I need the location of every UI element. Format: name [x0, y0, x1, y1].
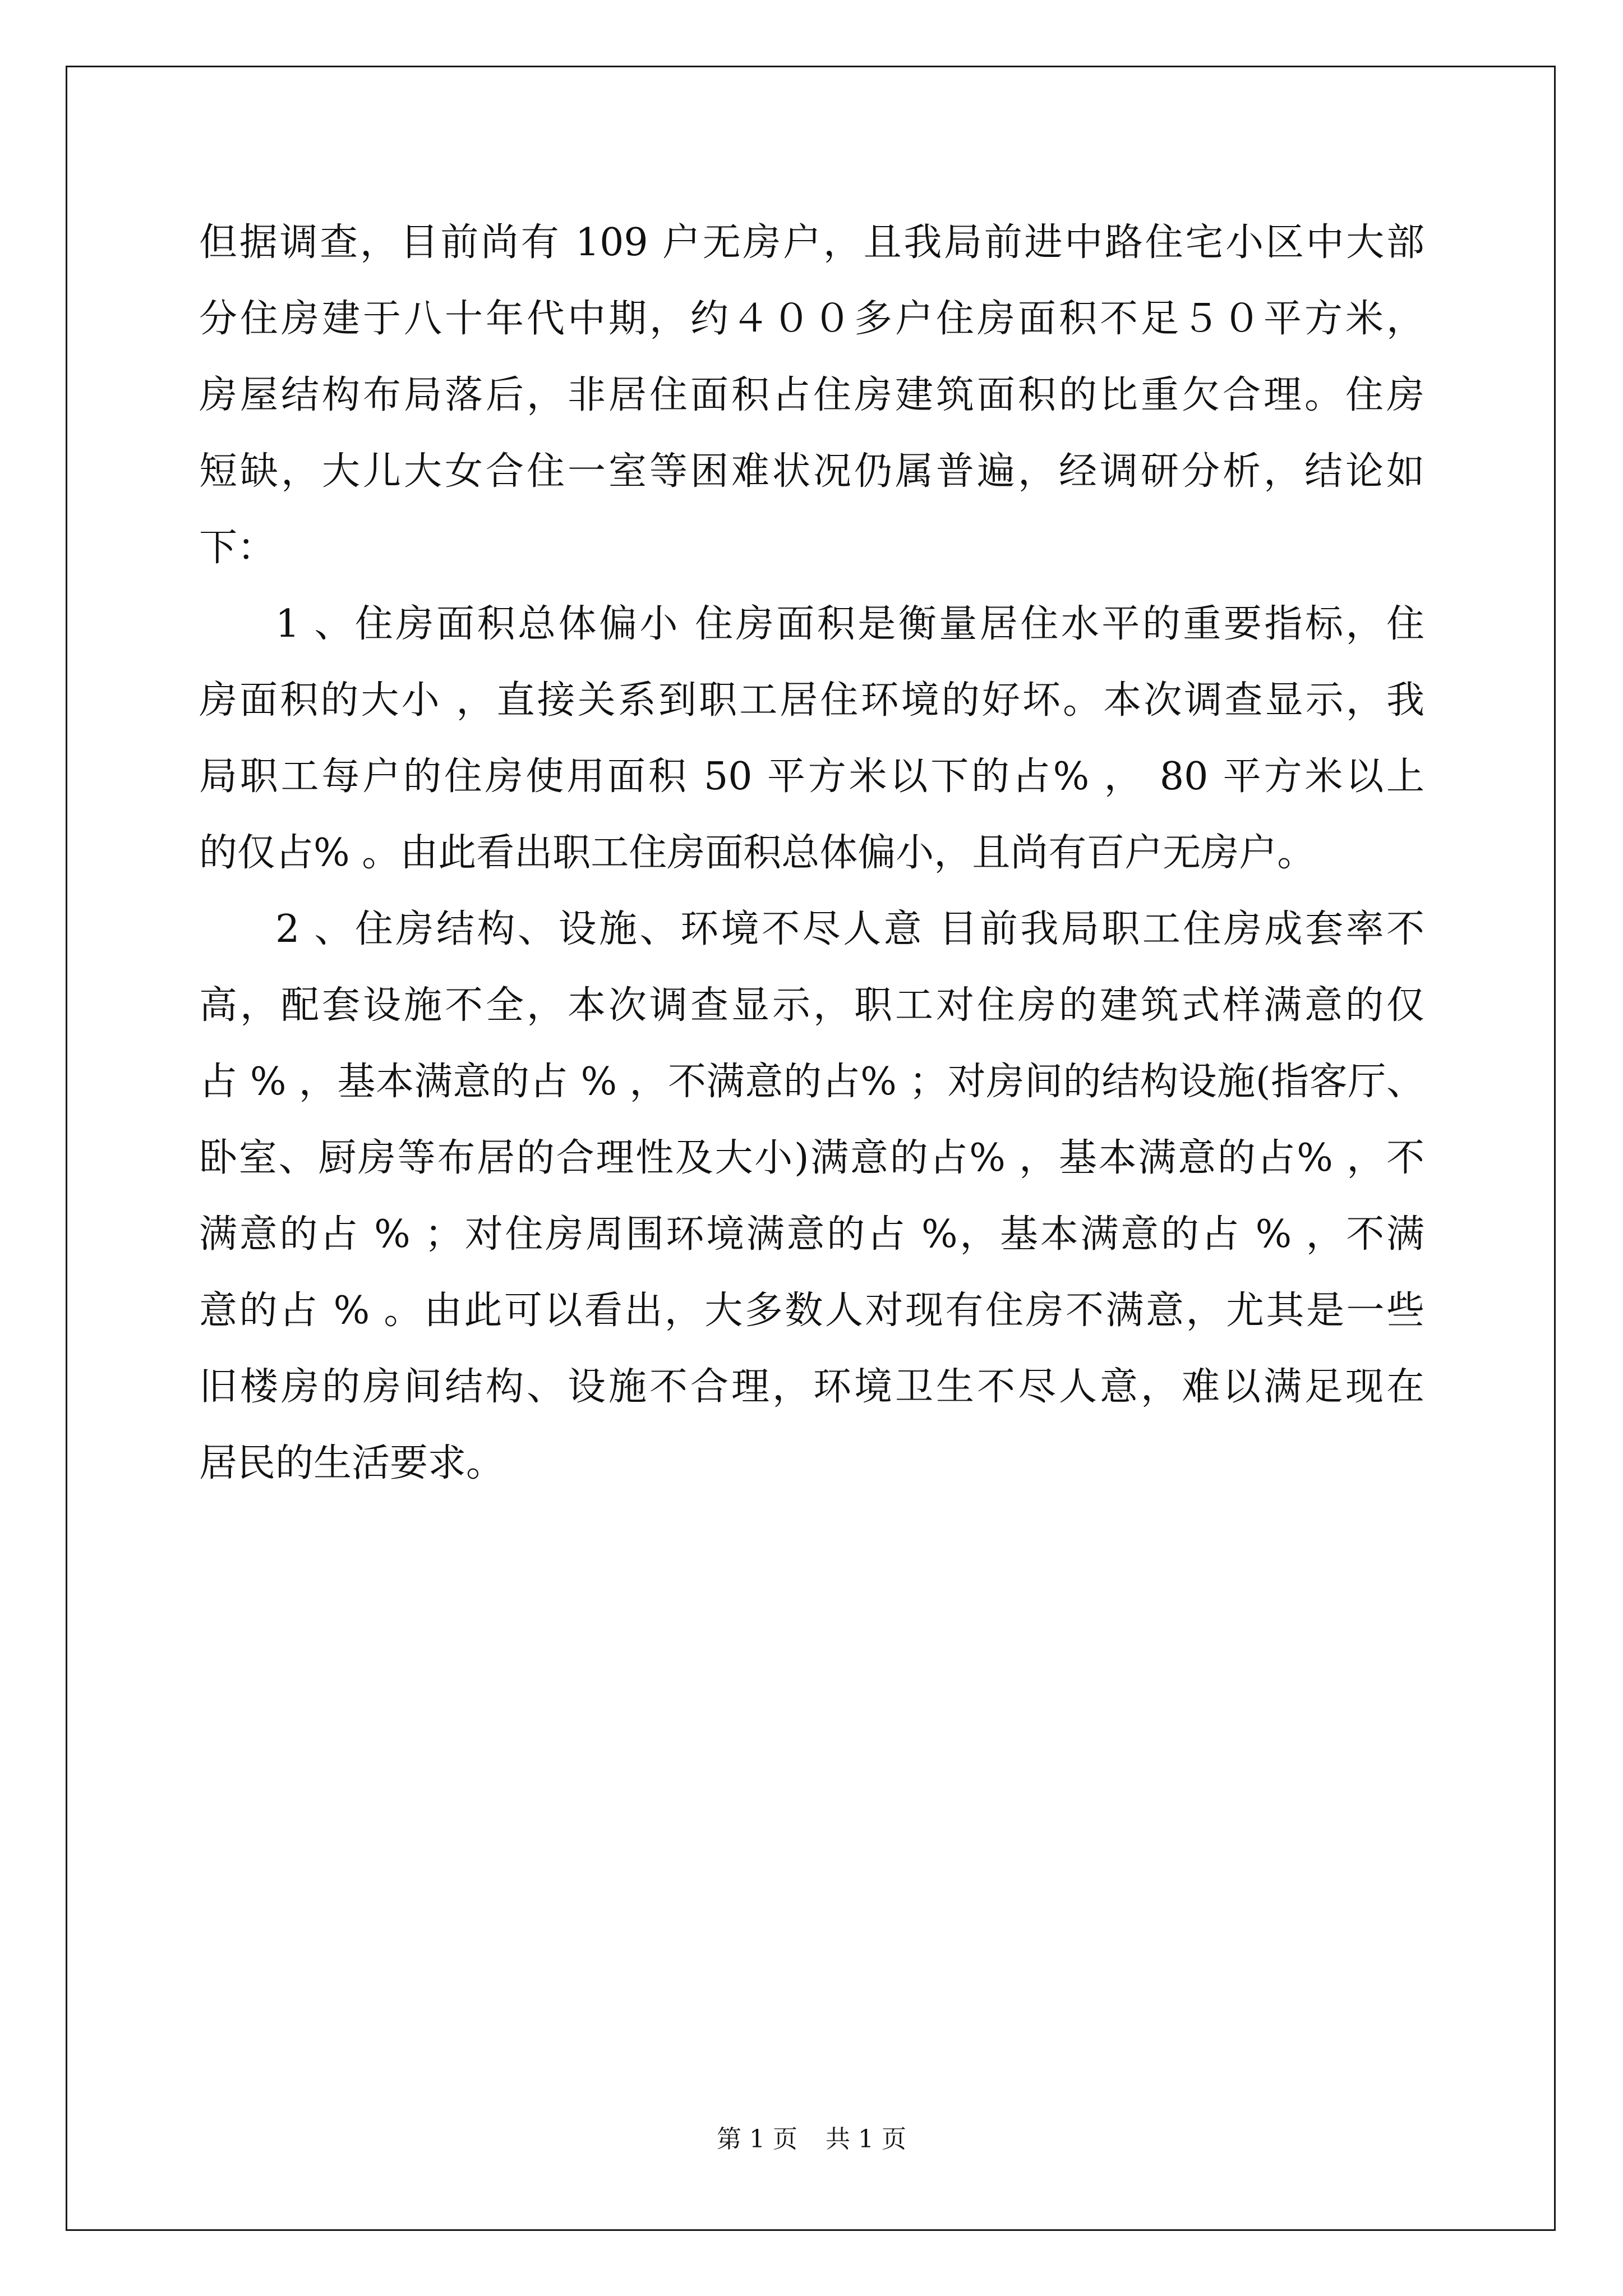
- paragraph-3-line-5: 满意的占 % ；对住房周围环境满意的占 %，基本满意的占 % ，不满: [199, 1212, 1424, 1257]
- paragraph-3-line-1: 2 、住房结构、设施、环境不尽人意 目前我局职工住房成套率不: [275, 907, 1424, 951]
- paragraph-3-line-7: 旧楼房的房间结构、设施不合理，环境卫生不尽人意，难以满足现在: [199, 1365, 1424, 1409]
- paragraph-2-line-4: 的仅占% 。由此看出职工住房面积总体偏小，且尚有百户无房户。: [199, 831, 1316, 875]
- paragraph-3-line-3: 占 % ，基本满意的占 % ，不满意的占% ；对房间的结构设施(指客厅、: [199, 1060, 1424, 1104]
- paragraph-1-line-3: 房屋结构布局落后，非居住面积占住房建筑面积的比重欠合理。住房: [199, 373, 1424, 417]
- document-body: [199, 205, 1424, 1502]
- paragraph-3-line-4: 卧室、厨房等布居的合理性及大小)满意的占% ，基本满意的占% ，不: [199, 1136, 1424, 1180]
- paragraph-2-line-3: 局职工每户的住房使用面积 50 平方米以下的占% ， 80 平方米以上: [199, 754, 1424, 799]
- paragraph-1-line-4: 短缺，大儿大女合住一室等困难状况仍属普遍，经调研分析，结论如: [199, 449, 1424, 494]
- page-footer: [0, 2123, 1623, 2156]
- paragraph-1-line-2: 分住房建于八十年代中期，约４００多户住房面积不足５０平方米，: [199, 297, 1424, 341]
- paragraph-3-line-6: 意的占 % 。由此可以看出，大多数人对现有住房不满意，尤其是一些: [199, 1289, 1424, 1333]
- paragraph-3-line-2: 高，配套设施不全，本次调查显示，职工对住房的建筑式样满意的仅: [199, 983, 1424, 1028]
- page-total: 共 1 页: [826, 2125, 906, 2154]
- paragraph-2-line-2: 房面积的大小 ，直接关系到职工居住环境的好坏。本次调查显示，我: [199, 678, 1424, 723]
- paragraph-1-line-5: 下：: [199, 526, 276, 570]
- paragraph-3-line-8: 居民的生活要求。: [199, 1441, 505, 1485]
- paragraph-2-line-1: 1 、住房面积总体偏小 住房面积是衡量居住水平的重要指标，住: [275, 602, 1424, 646]
- paragraph-1-line-1: 但据调查，目前尚有 109 户无房户，且我局前进中路住宅小区中大部: [199, 220, 1424, 265]
- page-number: 第 1 页: [717, 2125, 797, 2154]
